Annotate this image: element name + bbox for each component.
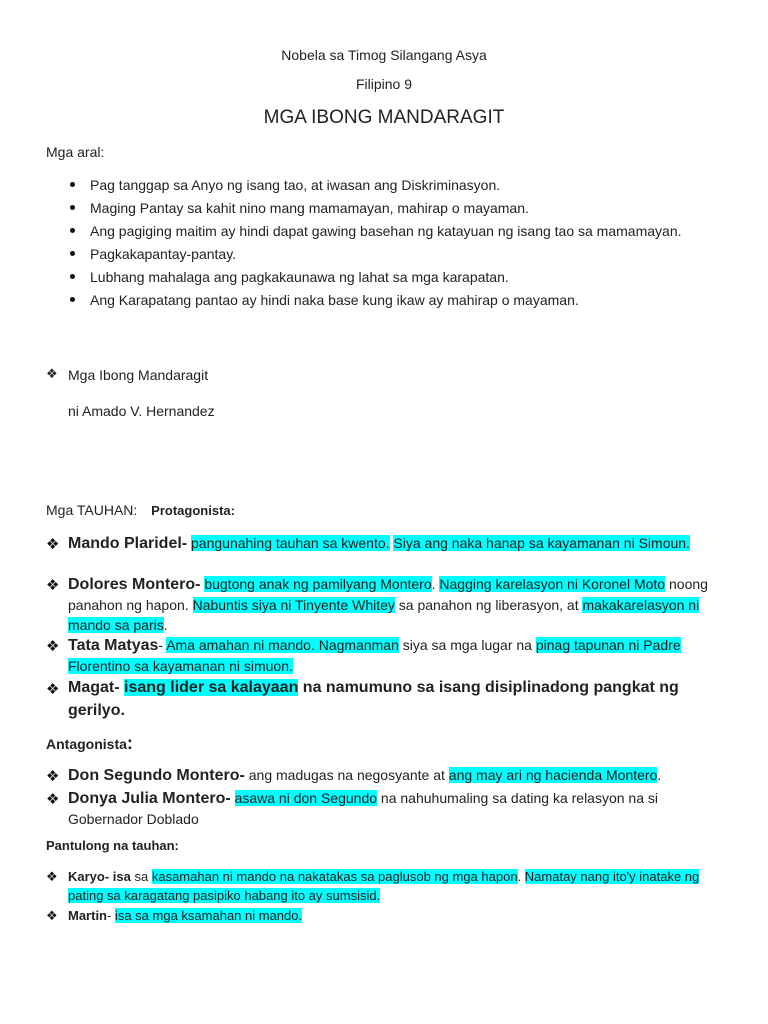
antagonista-label: Antagonista <box>46 736 127 752</box>
character-name: Magat- <box>68 679 120 696</box>
highlighted-text: makakarelasyon ni mando sa paris <box>68 597 700 633</box>
character-name: Dolores Montero- <box>68 576 201 593</box>
highlighted-text: Siya ang naka hanap sa kayamanan ni Simoun. <box>393 535 690 551</box>
aral-list <box>62 175 690 313</box>
character-desc: . <box>517 869 525 884</box>
character-name: Karyo- isa <box>68 869 131 884</box>
highlighted-text: ang may ari ng hacienda Montero <box>448 767 658 783</box>
character-entry <box>46 788 726 829</box>
aral-item: Ang Karapatang pantao ay hindi naka base kung ikaw ay mahirap o mayaman. <box>62 290 690 310</box>
character-name: Don Segundo Montero- <box>68 767 245 784</box>
character-desc: . <box>163 617 168 633</box>
character-desc: . <box>431 576 440 592</box>
character-name: Martin <box>68 908 107 923</box>
character-desc: ang madugas na negosyante at <box>244 767 449 783</box>
diamond-bullet-icon: ❖ <box>46 767 60 785</box>
character-entry <box>46 574 726 635</box>
diamond-bullet-icon: ❖ <box>46 680 60 698</box>
character-entry <box>46 906 726 925</box>
diamond-bullet-icon: ❖ <box>46 790 60 808</box>
character-desc: . <box>657 767 662 783</box>
highlighted-text: isang lider sa kalayaan <box>124 679 299 696</box>
tauhan-label: Mga TAUHAN: <box>46 502 138 518</box>
page-title: MGA IBONG MANDARAGIT <box>263 107 505 128</box>
diamond-bullet-icon: ❖ <box>46 535 60 553</box>
character-desc <box>231 790 235 806</box>
subtitle-line: Nobela sa Timog Silangang Asya <box>281 47 487 63</box>
highlighted-text: Nabuntis siya ni Tinyente Whitey <box>192 597 395 613</box>
aral-heading: Mga aral: <box>46 144 105 160</box>
highlighted-text: pangunahing tauhan sa kwento. <box>191 535 390 551</box>
highlighted-text: kasamahan ni mando na nakatakas sa paglusob ng mga hapon <box>151 869 518 884</box>
character-desc: sa panahon ng liberasyon, at <box>394 597 583 613</box>
book-title: Mga Ibong Mandaragit <box>68 367 209 383</box>
character-entry <box>46 867 726 905</box>
tauhan-heading <box>46 502 235 518</box>
character-desc: na namumuno sa isang disiplinadong pangkat ng gerilyo. <box>68 679 679 719</box>
diamond-bullet-icon: ❖ <box>46 367 58 382</box>
character-entry <box>46 676 726 722</box>
character-desc: sa <box>130 869 152 884</box>
protagonista-label: Protagonista: <box>151 503 235 518</box>
highlighted-text: Namatay nang ito'y inatake ng pating sa karagatang pasipiko habang ito ay sumsisid. <box>68 869 700 903</box>
highlighted-text: Ama amahan ni mando. Nagmanman <box>166 637 399 653</box>
character-entry <box>46 635 726 676</box>
diamond-bullet-icon: ❖ <box>46 576 60 594</box>
grade-label: Filipino 9 <box>355 76 413 92</box>
diamond-bullet-icon: ❖ <box>46 870 58 885</box>
aral-item: Pag tanggap sa Anyo ng isang tao, at iwasan ang Diskriminasyon. <box>62 175 690 195</box>
character-desc: na nahuhumaling sa dating ka relasyon na si Gobernador Doblado <box>68 790 658 827</box>
character-name: Tata Matyas <box>68 637 159 654</box>
character-name: Mando Plaridel- <box>68 535 188 552</box>
character-name: Donya Julia Montero- <box>68 790 231 807</box>
aral-item: Maging Pantay sa kahit nino mang mamamayan, mahirap o mayaman. <box>62 198 690 218</box>
character-desc: - <box>158 637 167 653</box>
character-desc: - <box>107 908 115 923</box>
diamond-bullet-icon: ❖ <box>46 909 58 924</box>
pantulong-heading: Pantulong na tauhan: <box>46 838 179 853</box>
character-entry <box>46 765 726 786</box>
highlighted-text: asawa ni don Segundo <box>234 790 378 806</box>
character-desc: siya sa mga lugar na <box>398 637 536 653</box>
highlighted-text: pinag tapunan ni Padre Florentino sa kayamanan ni simuon. <box>68 637 681 674</box>
diamond-bullet-icon: ❖ <box>46 637 60 655</box>
character-desc: noong panahon ng hapon. <box>68 576 708 613</box>
highlighted-text: bugtong anak ng pamilyang Montero <box>204 576 432 592</box>
highlighted-text: Nagging karelasyon ni Koronel Moto <box>439 576 666 592</box>
aral-item: Lubhang mahalaga ang pagkakaunawa ng lahat sa mga karapatan. <box>62 267 690 287</box>
highlighted-text: isa sa mga ksamahan ni mando. <box>114 908 303 923</box>
character-entry <box>46 533 726 554</box>
book-author: ni Amado V. Hernandez <box>68 403 215 419</box>
antagonista-colon: : <box>126 733 133 753</box>
antagonista-heading <box>46 733 133 754</box>
aral-item: Ang pagiging maitim ay hindi dapat gawing basehan ng katayuan ng isang tao sa mamamayan. <box>62 221 690 241</box>
aral-item: Pagkakapantay-pantay. <box>62 244 690 264</box>
